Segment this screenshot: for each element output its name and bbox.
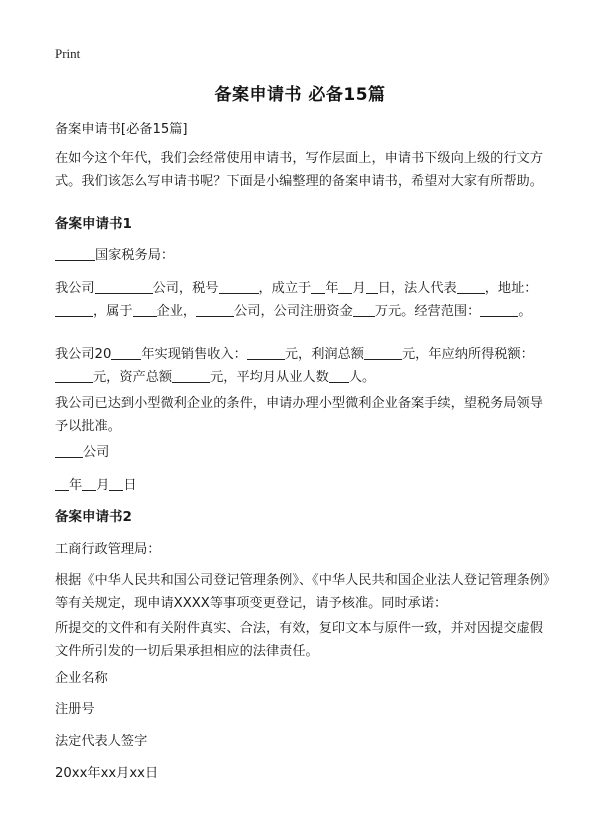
text-segment: 企业， (156, 304, 197, 319)
text-segment: 。 (518, 304, 532, 319)
blank-field (109, 476, 123, 491)
blank-field (457, 279, 485, 294)
text-segment: 元，利润总额 (284, 347, 364, 362)
text-segment: ，地址： (484, 281, 538, 296)
blank-field (247, 345, 285, 360)
registration-number-label: 注册号 (55, 702, 95, 717)
blank-field (480, 302, 518, 317)
blank-field (353, 302, 375, 317)
text-segment: 我公司20 (55, 347, 112, 362)
addressee-text: 国家税务局： (95, 248, 175, 263)
company-signoff (55, 441, 550, 464)
section-heading-2: 备案申请书2 (55, 509, 132, 525)
company-info-paragraph (55, 277, 550, 323)
blank-field (338, 279, 352, 294)
blank-field (311, 279, 325, 294)
text-segment: ，成立于 (258, 281, 312, 296)
text-segment: 元，资产总额 (93, 370, 173, 385)
blank-field (366, 279, 378, 294)
text-segment: 公司，税号 (152, 281, 219, 296)
blank-field (55, 246, 95, 261)
blank-field (55, 476, 69, 491)
addressee-1 (55, 244, 550, 267)
company-text: 公司 (83, 445, 110, 460)
year-text: 年 (69, 478, 83, 493)
blank-field (55, 443, 83, 458)
blank-field (196, 302, 234, 317)
blank-field (55, 302, 93, 317)
text-segment: 万元。经营范围： (374, 304, 481, 319)
document-date: 20xx年xx月xx日 (55, 766, 159, 781)
request-paragraph: 我公司已达到小型微利企业的条件，申请办理小型微利企业备案手续，望税务局领导予以批准。 (55, 396, 543, 434)
blank-field (364, 345, 402, 360)
text-segment: 公司，公司注册资金 (234, 304, 353, 319)
regulation-paragraph: 根据《中华人民共和国公司登记管理条例》、《中华人民共和国企业法人登记管理条例》等有关规定，现申请XXXX等事项变更登记，请予核准。同时承诺： (55, 573, 550, 611)
text-segment: 元，年应纳所得税额： (401, 347, 534, 362)
text-segment: 年实现销售收入： (141, 347, 247, 362)
text-segment: 我公司 (55, 281, 95, 296)
intro-paragraph: 在如今这个年代，我们会经常使用申请书，写作层面上，申请书下级向上级的行文方式。我们该怎么写申请书呢？下面是小编整理的备案申请书，希望对大家有所帮助。 (55, 151, 543, 189)
blank-field (82, 476, 96, 491)
page-title: 备案申请书 必备15篇 (214, 85, 386, 105)
date-signoff (55, 474, 550, 497)
blank-field (95, 279, 153, 294)
print-label[interactable]: Print (55, 46, 81, 61)
text-segment: ，属于 (93, 304, 133, 319)
subtitle: 备案申请书[必备15篇] (55, 122, 188, 137)
blank-field (329, 368, 349, 383)
text-segment: 年 (325, 281, 339, 296)
blank-field (133, 302, 157, 317)
commitment-paragraph: 所提交的文件和有关附件真实、合法，有效，复印文本与原件一致，并对因提交虚假文件所引发的一切后果承担相应的法律责任。 (55, 621, 543, 659)
blank-field (55, 368, 93, 383)
company-name-label: 企业名称 (55, 671, 108, 686)
text-segment: 人。 (348, 370, 376, 385)
blank-field (172, 368, 210, 383)
day-text: 日 (123, 478, 137, 493)
text-segment: 日，法人代表 (377, 281, 457, 296)
month-text: 月 (96, 478, 110, 493)
section-heading-1: 备案申请书1 (55, 216, 132, 232)
text-segment: 月 (352, 281, 366, 296)
addressee-2: 工商行政管理局： (55, 542, 161, 557)
text-segment: 元，平均月从业人数 (210, 370, 329, 385)
blank-field (111, 345, 141, 360)
blank-field (219, 279, 259, 294)
signature-label: 法定代表人签字 (55, 734, 148, 749)
financial-info-paragraph (55, 343, 550, 389)
